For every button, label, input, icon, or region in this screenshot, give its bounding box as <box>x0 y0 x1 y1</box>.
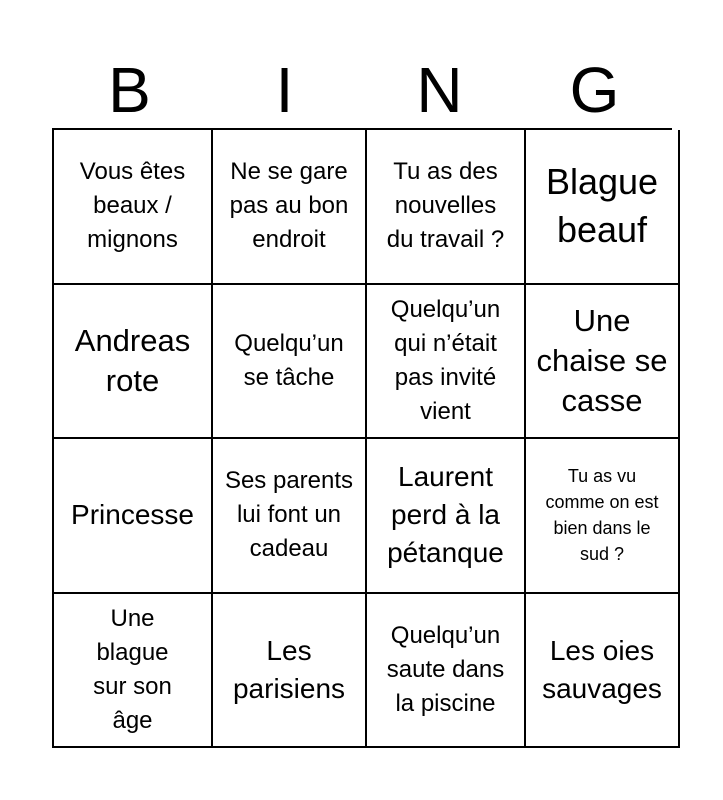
cell-text: Quelqu’un se tâche <box>234 329 344 391</box>
header-letter-b: B <box>108 54 151 126</box>
bingo-cell[interactable] <box>526 594 680 749</box>
bingo-cell[interactable] <box>526 130 680 285</box>
cell-text: Princesse <box>71 499 194 531</box>
bingo-cell[interactable] <box>213 285 367 440</box>
bingo-cell[interactable] <box>213 594 367 749</box>
bingo-cell[interactable] <box>367 439 526 594</box>
cell-text: Les oies sauvages <box>542 634 662 704</box>
cell-text: Tu as vu comme on est bien dans le sud ? <box>545 466 659 565</box>
header-letter-g: G <box>569 54 620 126</box>
bingo-cell[interactable] <box>54 439 213 594</box>
cell-text: Laurent perd à la pétanque <box>387 461 504 569</box>
cell-text: Tu as des nouvelles du travail ? <box>386 158 505 254</box>
cell-text: Ne se gare pas au bon endroit <box>229 158 349 254</box>
cell-text: Une blague sur son âge <box>93 604 172 734</box>
bingo-cell[interactable] <box>367 594 526 749</box>
bingo-grid <box>52 128 672 748</box>
header-letter-i: I <box>275 54 294 126</box>
bingo-cell[interactable] <box>526 285 680 440</box>
bingo-cell[interactable] <box>213 130 367 285</box>
cell-text: Blague beauf <box>545 161 659 251</box>
header-letter-n: N <box>416 54 463 126</box>
cell-text: Ses parents lui font un cadeau <box>224 467 354 563</box>
cell-text: Les parisiens <box>232 634 346 704</box>
bingo-header <box>52 52 672 128</box>
bingo-cell[interactable] <box>54 130 213 285</box>
cell-text: Andreas rote <box>74 322 191 398</box>
bingo-cell[interactable] <box>54 285 213 440</box>
bingo-cell[interactable] <box>367 285 526 440</box>
bingo-cell[interactable] <box>213 439 367 594</box>
bingo-cell[interactable] <box>367 130 526 285</box>
cell-text: Vous êtes beaux / mignons <box>79 158 186 254</box>
bingo-cell[interactable] <box>526 439 680 594</box>
cell-text: Quelqu’un qui n’était pas invité vient <box>390 295 501 425</box>
bingo-cell[interactable] <box>54 594 213 749</box>
cell-text: Une chaise se casse <box>536 302 668 418</box>
cell-text: Quelqu’un saute dans la piscine <box>386 621 505 717</box>
